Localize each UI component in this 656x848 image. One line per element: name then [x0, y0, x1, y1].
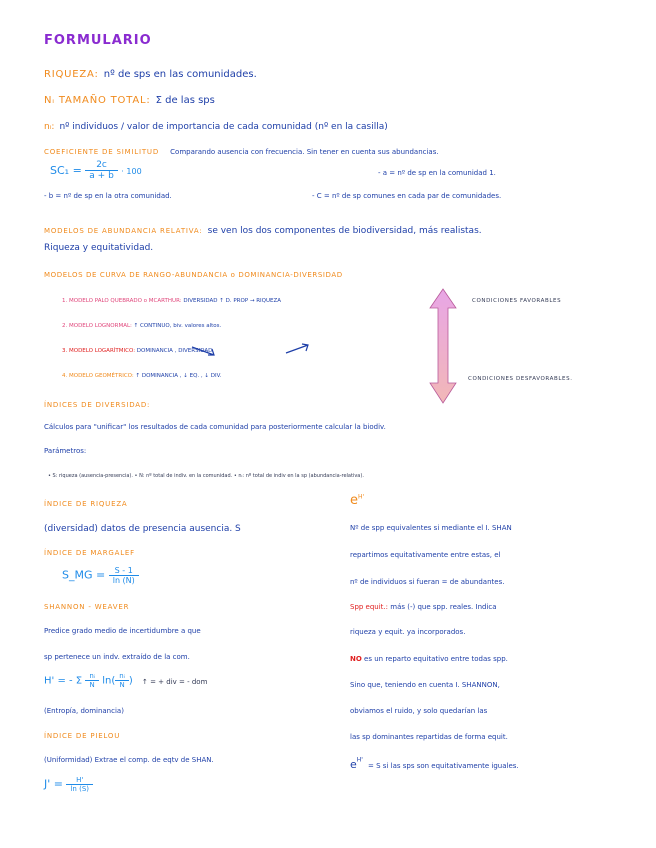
- up-arrow-icon: [284, 342, 314, 356]
- pielou-num: H': [66, 776, 93, 785]
- curva-item-1: [62, 298, 281, 304]
- shannon-text-3: (Entropía, dominancia): [44, 707, 124, 715]
- eh-eq-base: e: [350, 758, 357, 771]
- shannon-d-2: N: [119, 681, 125, 690]
- abundancia-line2: Riqueza y equitatividad.: [44, 243, 154, 253]
- eh-eq-sup: H': [356, 756, 363, 764]
- shannon-heading: SHANNON - WEAVER: [44, 603, 130, 611]
- pielou-heading: ÍNDICE DE PIELOU: [44, 732, 121, 740]
- pielou-formula: [44, 776, 93, 793]
- condiciones-desfavorables: CONDICIONES DESFAVORABLES.: [468, 376, 573, 382]
- no-label: NO: [350, 655, 362, 663]
- curva-item-1-text: DIVERSIDAD ↑ D. PROP → RIQUEZA: [183, 298, 282, 304]
- eh-eq-text: = S si las sps son equitativamente iguales.: [368, 762, 519, 770]
- eh-text-3: nº de individuos si fueran = de abundantes.: [350, 578, 505, 586]
- similitud-label: COEFICIENTE DE SIMILITUD: [44, 148, 160, 156]
- tamano-line: [44, 89, 215, 107]
- abundancia-line: [44, 219, 482, 237]
- eh-base: e: [350, 493, 358, 508]
- pielou-text: (Uniformidad) Extrae el comp. de eqtv de SHAN.: [44, 756, 214, 764]
- eh-sup: H': [358, 493, 365, 501]
- similitud-line: [44, 140, 439, 158]
- curva-item-4-label: 4. MODELO GEOMÉTRICO:: [62, 373, 134, 379]
- eh-text-9: las sp dominantes repartidas de forma equit.: [350, 733, 508, 741]
- curva-item-2: [62, 323, 221, 329]
- double-arrow-icon: [429, 288, 457, 404]
- similitud-num: 2c: [85, 160, 118, 171]
- riqueza-line: [44, 63, 257, 81]
- shannon-d-1: N: [89, 681, 95, 690]
- indices-text: Cálculos para "unificar" los resultados de cada comunidad para posteriormente calcular la biodiv.: [44, 423, 386, 431]
- indices-heading: ÍNDICES DE DIVERSIDAD:: [44, 401, 151, 409]
- eh-heading: [350, 494, 364, 509]
- pielou-lhs: J' =: [44, 777, 63, 791]
- eh-text-10: [350, 754, 519, 772]
- condiciones-favorables: CONDICIONES FAVORABLES: [472, 298, 562, 304]
- tamano-text: Σ de las sps: [155, 95, 215, 106]
- no-text: es un reparto equitativo entre todas spp.: [364, 655, 508, 663]
- similitud-lhs: SC₁ =: [50, 163, 82, 177]
- shannon-n-1: nᵢ: [85, 672, 99, 681]
- ni-line: [44, 115, 388, 133]
- shannon-frac-1: [85, 672, 99, 689]
- curva-item-4-text: ↑ DOMINANCIA , ↓ EQ. , ↓ DIV.: [135, 373, 222, 379]
- ni-label: nᵢ:: [44, 122, 55, 132]
- eh-text-5: riqueza y equit. ya incorporados.: [350, 628, 466, 636]
- similitud-formula: [50, 160, 142, 182]
- abundancia-label: MODELOS DE ABUNDANCIA RELATIVA:: [44, 227, 203, 235]
- similitud-def-a: - a = nº de sp en la comunidad 1.: [378, 169, 496, 177]
- riqueza-index-text: (diversidad) datos de presencia ausencia. S: [44, 524, 241, 534]
- abundancia-text: se ven los dos componentes de biodiversidad, más realistas.: [207, 226, 482, 236]
- eh-text-8: obviamos el ruido, y solo quedarían las: [350, 707, 488, 715]
- margalef-den: ln (N): [112, 576, 135, 586]
- shannon-text-2: sp pertenece un indv. extraído de la com.: [44, 653, 190, 661]
- pielou-den: ln (S): [70, 785, 89, 794]
- pielou-fraction: [66, 776, 93, 793]
- shannon-lhs: H' = - Σ: [44, 675, 83, 687]
- eh-text-7: Sino que, teniendo en cuenta I. SHANNON,: [350, 681, 500, 689]
- curva-item-1-label: 1. MODELO PALO QUEBRADO o MCARTHUR:: [62, 298, 182, 304]
- parametros-label: Parámetros:: [44, 447, 87, 455]
- page-title: FORMULARIO: [44, 33, 152, 48]
- similitud-times: · 100: [121, 166, 142, 176]
- margalef-formula: [62, 566, 139, 585]
- spp-equit-label: Spp equit.:: [350, 603, 389, 611]
- margalef-heading: ÍNDICE DE MARGALEF: [44, 549, 135, 557]
- curva-item-2-label: 2. MODELO LOGNORMAL:: [62, 323, 132, 329]
- margalef-fraction: [109, 566, 139, 585]
- eh-text-1: Nº de spp equivalentes si mediante el I. SHAN: [350, 524, 512, 532]
- similitud-def-b: - b = nº de sp en la otra comunidad.: [44, 192, 172, 200]
- curva-item-4: [62, 373, 221, 379]
- curva-item-2-text: ↑ CONTINUO, biv. valores altos.: [133, 323, 222, 329]
- eh-text-6: [350, 655, 508, 663]
- similitud-fraction: [85, 160, 118, 182]
- riqueza-text: nº de sps en las comunidades.: [103, 69, 257, 80]
- tamano-label: Nᵢ TAMAÑO TOTAL:: [44, 95, 151, 106]
- shannon-rhs: ↑ = + div = - dom: [142, 677, 208, 686]
- curva-heading: MODELOS DE CURVA DE RANGO-ABUNDANCIA o DOMINANCIA-DIVERSIDAD: [44, 271, 343, 279]
- eh-text-2: repartimos equitativamente entre estas, el: [350, 551, 501, 559]
- shannon-formula: H' = - Σ $\frac{\text{nᵢ}}{N}$ ln( $\frac{\text{nᵢ}}{N}$ ) ↑ = + div = - dom: [44, 672, 208, 690]
- curva-item-3-text: DOMINANCIA , DIVERSIDAD: [136, 348, 213, 354]
- riqueza-index-heading: ÍNDICE DE RIQUEZA: [44, 500, 128, 508]
- similitud-def-c: - C = nº de sp comunes en cada par de comunidades.: [312, 192, 502, 200]
- spp-equit-text: más (-) que spp. reales. Indica: [390, 603, 497, 611]
- down-arrow-icon: [190, 344, 220, 358]
- similitud-text: Comparando ausencia con frecuencia. Sin tener en cuenta sus abundancias.: [170, 148, 439, 156]
- similitud-den: a + b: [89, 171, 114, 182]
- shannon-ln: ln: [102, 675, 112, 687]
- shannon-n-2: nᵢ: [115, 672, 129, 681]
- eh-text-4: [350, 603, 497, 611]
- riqueza-label: RIQUEZA:: [44, 69, 99, 80]
- shannon-text-1: Predice grado medio de incertidumbre a que: [44, 627, 201, 635]
- margalef-lhs: S_MG =: [62, 568, 106, 582]
- parametros-line: • S: riqueza (ausencia-presencia). • N: nº total de indiv. en la comunidad. • nᵢ: nº total de indiv en la sp (abundancia-relativa).: [48, 473, 364, 479]
- shannon-frac-2: [115, 672, 129, 689]
- ni-text: nº individuos / valor de importancia de cada comunidad (nº en la casilla): [59, 122, 388, 132]
- curva-item-3-label: 3. MODELO LOGARÍTMICO:: [62, 348, 136, 354]
- margalef-num: S - 1: [109, 566, 139, 576]
